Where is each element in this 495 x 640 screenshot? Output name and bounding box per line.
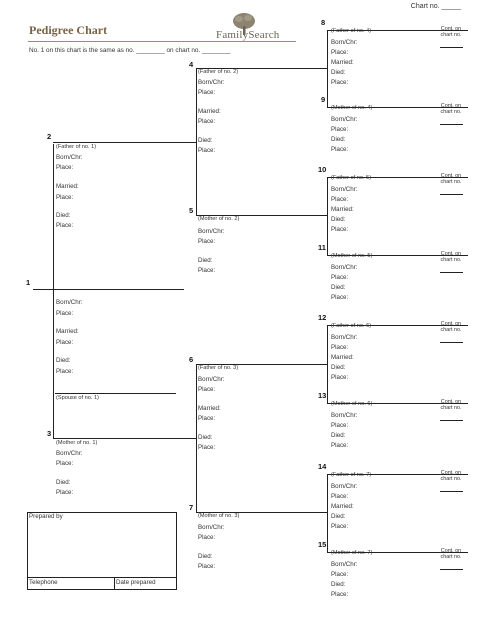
person-1-married-place: Place: xyxy=(56,339,74,346)
person-4-number: 4 xyxy=(189,60,194,69)
person-14-number: 14 xyxy=(318,462,327,471)
person-12-born: Born/Chr: xyxy=(331,334,358,341)
date-prepared-label: Date prepared xyxy=(116,579,156,586)
person-8-born-place: Place: xyxy=(331,49,349,56)
person-11-died: Died: xyxy=(331,284,346,291)
person-8-born: Born/Chr: xyxy=(331,39,358,46)
person-10-died: Died: xyxy=(331,216,346,223)
person-1-died-place: Place: xyxy=(56,368,74,375)
person-9-died-place: Place: xyxy=(331,146,349,153)
person-7-died: Died: xyxy=(198,553,213,560)
person-13-role: (Mother of no. 6) xyxy=(331,401,373,407)
header-rule xyxy=(28,41,296,42)
connector-1 xyxy=(53,144,54,438)
connector-5 xyxy=(327,177,328,255)
person-7-born: Born/Chr: xyxy=(198,524,225,531)
person-8-role: (Father of no. 4) xyxy=(331,28,372,34)
person-14-born-place: Place: xyxy=(331,493,349,500)
person-14-died-place: Place: xyxy=(331,523,349,530)
person-14-role: (Father of no. 7) xyxy=(331,472,372,478)
person-1-died: Died: xyxy=(56,357,71,364)
person-14-born: Born/Chr: xyxy=(331,483,358,490)
person-6-married-place: Place: xyxy=(198,415,216,422)
person-15-born-place: Place: xyxy=(331,571,349,578)
person-5-died-place: Place: xyxy=(198,267,216,274)
person-11-born-place: Place: xyxy=(331,274,349,281)
spouse-name-line[interactable] xyxy=(55,393,176,394)
person-2-born-place: Place: xyxy=(56,164,74,171)
person-10-died-place: Place: xyxy=(331,226,349,233)
person-15-died: Died: xyxy=(331,581,346,588)
person-5-born: Born/Chr: xyxy=(198,228,225,235)
person-4-born-place: Place: xyxy=(198,89,216,96)
person-4-died: Died: xyxy=(198,137,213,144)
person-2-died-place: Place: xyxy=(56,222,74,229)
person-2-role: (Father of no. 1) xyxy=(56,144,97,150)
person-8-cont-blank[interactable] xyxy=(440,47,463,48)
person-9-cont-blank[interactable] xyxy=(440,124,463,125)
person-13-cont-label: Cont. on chart no. xyxy=(440,399,462,411)
person-2-married: Married: xyxy=(56,183,79,190)
intro-blank-2[interactable]: ________ xyxy=(202,47,231,54)
person-8-died: Died: xyxy=(331,69,346,76)
person-13-number: 13 xyxy=(318,391,327,400)
person-5-role: (Mother of no. 2) xyxy=(198,216,240,222)
person-11-born: Born/Chr: xyxy=(331,264,358,271)
person-12-born-place: Place: xyxy=(331,344,349,351)
person-12-married: Married: xyxy=(331,354,354,361)
person-10-born: Born/Chr: xyxy=(331,186,358,193)
person-5-number: 5 xyxy=(189,206,194,215)
person-2-married-place: Place: xyxy=(56,194,74,201)
person-14-cont-blank[interactable] xyxy=(440,491,463,492)
person-1-married: Married: xyxy=(56,328,79,335)
person-2-name-line[interactable] xyxy=(53,142,196,143)
person-13-died-place: Place: xyxy=(331,442,349,449)
person-2-number: 2 xyxy=(47,132,52,141)
person-6-married: Married: xyxy=(198,405,221,412)
intro-line xyxy=(29,47,230,54)
person-3-died-place: Place: xyxy=(56,489,74,496)
person-3-name-line[interactable] xyxy=(53,438,196,439)
person-6-born-place: Place: xyxy=(198,386,216,393)
person-4-married: Married: xyxy=(198,108,221,115)
person-13-died: Died: xyxy=(331,432,346,439)
person-12-died-place: Place: xyxy=(331,374,349,381)
person-10-cont-label: Cont. on chart no. xyxy=(440,173,462,185)
person-13-born-place: Place: xyxy=(331,422,349,429)
person-3-role: (Mother of no. 1) xyxy=(56,440,98,446)
person-3-born-place: Place: xyxy=(56,460,74,467)
person-4-role: (Father of no. 2) xyxy=(198,69,239,75)
connector-3 xyxy=(196,364,197,513)
spouse-of-1-label: (Spouse of no. 1) xyxy=(56,395,99,401)
person-11-cont-label: Cont. on chart no. xyxy=(440,251,462,263)
person-11-role: (Mother of no. 5) xyxy=(331,253,373,259)
person-8-cont-label: Cont. on chart no. xyxy=(440,26,462,38)
person-1-born-place: Place: xyxy=(56,310,74,317)
person-7-died-place: Place: xyxy=(198,563,216,570)
logo-text: FamilySearch xyxy=(216,29,280,41)
person-9-died: Died: xyxy=(331,136,346,143)
intro-blank-1[interactable]: ________ xyxy=(136,47,165,54)
person-15-born: Born/Chr: xyxy=(331,561,358,568)
person-10-cont-blank[interactable] xyxy=(440,194,463,195)
connector-2 xyxy=(196,68,197,216)
person-7-role: (Mother of no. 3) xyxy=(198,513,240,519)
chart-number-label: Chart no. _____ xyxy=(410,3,461,10)
person-10-born-place: Place: xyxy=(331,196,349,203)
connector-6 xyxy=(327,325,328,403)
person-12-cont-label: Cont. on chart no. xyxy=(440,321,462,333)
person-1-number: 1 xyxy=(26,278,31,287)
person-6-number: 6 xyxy=(189,355,194,364)
person-12-died: Died: xyxy=(331,364,346,371)
person-10-married: Married: xyxy=(331,206,354,213)
intro-text-b: on chart no. xyxy=(166,47,201,54)
person-6-died-place: Place: xyxy=(198,444,216,451)
person-3-born: Born/Chr: xyxy=(56,450,83,457)
person-9-cont-label: Cont. on chart no. xyxy=(440,103,462,115)
person-3-died: Died: xyxy=(56,479,71,486)
person-11-died-place: Place: xyxy=(331,294,349,301)
person-11-cont-blank[interactable] xyxy=(440,272,463,273)
person-15-role: (Mother of no. 7) xyxy=(331,550,373,556)
person-15-died-place: Place: xyxy=(331,591,349,598)
person-9-number: 9 xyxy=(321,95,326,104)
telephone-label: Telephone xyxy=(29,579,58,586)
person-8-married: Married: xyxy=(331,59,354,66)
person-11-number: 11 xyxy=(318,243,326,252)
person-14-cont-label: Cont. on chart no. xyxy=(440,470,462,482)
person-15-cont-blank[interactable] xyxy=(440,569,463,570)
footer-divider xyxy=(27,577,176,578)
person-12-role: (Father of no. 6) xyxy=(331,323,372,329)
person-12-cont-blank[interactable] xyxy=(440,342,463,343)
person-1-born: Born/Chr: xyxy=(56,299,83,306)
person-8-died-place: Place: xyxy=(331,79,349,86)
person-4-died-place: Place: xyxy=(198,147,216,154)
person-13-cont-blank[interactable] xyxy=(440,420,463,421)
footer-split xyxy=(114,577,115,589)
person-15-number: 15 xyxy=(318,540,327,549)
person-8-number: 8 xyxy=(321,18,326,27)
person-5-died: Died: xyxy=(198,257,213,264)
person-6-died: Died: xyxy=(198,434,213,441)
person-15-cont-label: Cont. on chart no. xyxy=(440,548,462,560)
person-4-married-place: Place: xyxy=(198,118,216,125)
person-14-married: Married: xyxy=(331,503,354,510)
person-6-born: Born/Chr: xyxy=(198,376,225,383)
connector-4 xyxy=(327,30,328,107)
person-14-died: Died: xyxy=(331,513,346,520)
person-6-role: (Father of no. 3) xyxy=(198,365,239,371)
connector-7 xyxy=(327,474,328,552)
person-2-died: Died: xyxy=(56,212,71,219)
person-7-number: 7 xyxy=(189,503,194,512)
person-12-number: 12 xyxy=(318,313,327,322)
person-9-born: Born/Chr: xyxy=(331,116,358,123)
person-13-born: Born/Chr: xyxy=(331,412,358,419)
person-7-born-place: Place: xyxy=(198,534,216,541)
person-9-born-place: Place: xyxy=(331,126,349,133)
person-3-number: 3 xyxy=(47,429,52,438)
page-title: Pedigree Chart xyxy=(29,23,108,37)
person-1-name-line[interactable] xyxy=(33,289,184,290)
person-2-born: Born/Chr: xyxy=(56,154,83,161)
intro-text-a: No. 1 on this chart is the same as no. xyxy=(29,47,135,54)
person-9-role: (Mother of no. 4) xyxy=(331,105,373,111)
prepared-by-label: Prepared by xyxy=(29,513,63,520)
person-10-role: (Father of no. 5) xyxy=(331,175,372,181)
person-4-born: Born/Chr: xyxy=(198,79,225,86)
person-10-number: 10 xyxy=(318,165,327,174)
person-5-born-place: Place: xyxy=(198,238,216,245)
